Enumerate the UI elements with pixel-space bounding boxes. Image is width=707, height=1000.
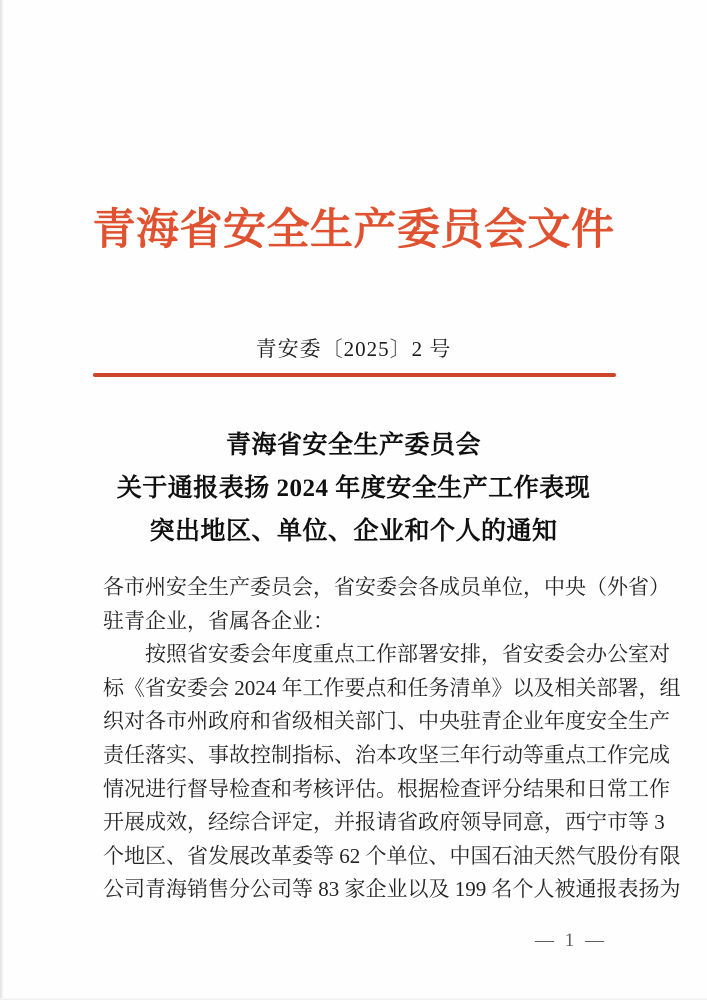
notice-title-line-1: 青海省安全生产委员会 — [225, 432, 481, 459]
page-number: — 1 — — [535, 930, 607, 951]
notice-title — [40, 424, 667, 553]
body-line: 按照省安委会年度重点工作部署安排，省安委会办公室对 — [145, 642, 670, 667]
body-line: 个地区、省发展改革委等 62 个单位、中国石油天然气股份有限 — [103, 843, 681, 868]
body-line: 标《省安委会 2024 年工作要点和任务清单》以及相关部署，组 — [103, 675, 681, 700]
scan-left-edge — [0, 0, 3, 1000]
red-header-title: 青海省安全生产委员会文件 — [92, 207, 615, 254]
body-line: 开展成效，经综合评定，并报请省政府领导同意，西宁市等 3 — [103, 810, 665, 835]
body-line: 各市州安全生产委员会，省安委会各成员单位，中央（外省） — [103, 575, 670, 599]
body-text — [103, 571, 681, 907]
notice-title-line-3: 突出地区、单位、企业和个人的通知 — [149, 518, 558, 545]
body-line: 情况进行督导检查和考核评估。根据检查评分结果和日常工作 — [103, 776, 670, 801]
body-line: 公司青海销售分公司等 83 家企业以及 199 名个人被通报表扬为 — [103, 877, 681, 902]
body-line: 织对各市州政府和省级相关部门、中央驻青企业年度安全生产 — [103, 709, 670, 734]
red-separator-line — [93, 373, 616, 377]
notice-title-line-2: 关于通报表扬 2024 年度安全生产工作表现 — [116, 475, 591, 502]
document-number: 青安委〔2025〕2 号 — [255, 337, 452, 361]
body-line: 责任落实、事故控制指标、治本攻坚三年行动等重点工作完成 — [103, 742, 670, 767]
body-line: 驻青企业，省属各企业： — [103, 608, 334, 633]
